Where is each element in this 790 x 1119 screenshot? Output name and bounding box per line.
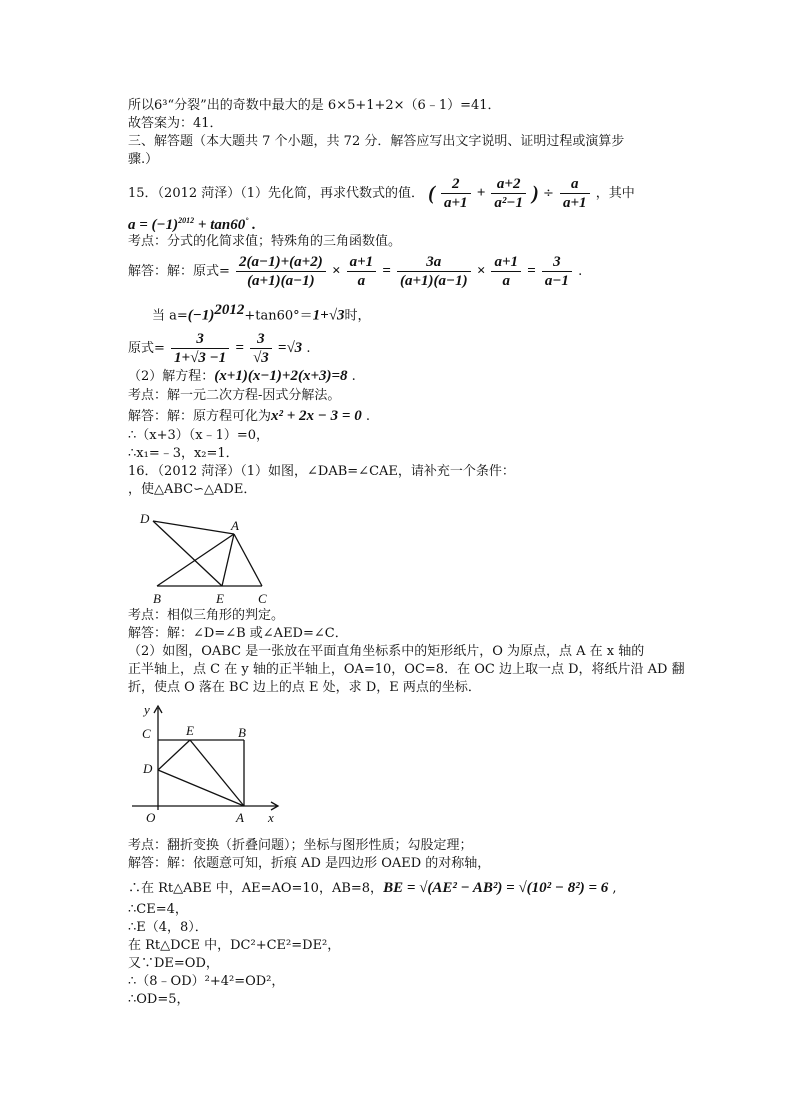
text-line-2: 故答案为：41． bbox=[128, 116, 223, 131]
step-1: ∴（x+3）（x﹣1）=0， bbox=[128, 428, 270, 443]
label-D: D bbox=[140, 511, 150, 526]
label-A: A bbox=[236, 810, 244, 825]
q16-2-line2: 正半轴上，点 C 在 y 轴的正半轴上，OA=10，OC=8．在 OC 边上取一点 D，将纸片沿 AD 翻 bbox=[128, 662, 685, 677]
jieda-2: 解答：解：原方程可化为x² + 2x − 3 = 0 . bbox=[128, 408, 370, 424]
q16-2-line3: 折，使点 O 落在 BC 边上的点 E 处，求 D，E 两点的坐标． bbox=[128, 680, 481, 695]
label-B: B bbox=[238, 725, 246, 740]
when-line: 当 $a=(-1)^{2012}+\tan 60^\circ=1+√3$时， bbox=[152, 302, 371, 324]
result-5: 又∵DE=OD， bbox=[128, 956, 219, 971]
result-3: ∴E（4，8）． bbox=[128, 920, 208, 935]
label-A: A bbox=[231, 518, 239, 533]
jieda-1: 解答：解：原式= $\frac{2(a-1)+(a+2)}{(a+1)(a-1)}$ × $\frac{a+1}{a}$ = $\frac{3a}{(a+1)(a-1)}$ × $\frac{a+1}{a}$ = $\frac{3}{a-1}$ . bbox=[128, 254, 583, 289]
step-2: ∴x₁=﹣3，x₂=1． bbox=[128, 446, 239, 461]
label-C: C bbox=[142, 726, 151, 741]
q15-where: ，其中 bbox=[595, 186, 635, 201]
paren-left: ( bbox=[428, 182, 435, 205]
section-heading-cont: 骤.） bbox=[128, 152, 159, 167]
kaodian-4: 考点：翻折变换（折叠问题）；坐标与图形性质；勾股定理； bbox=[128, 838, 473, 853]
question-16: 16．（2012 菏泽）（1）如图，∠DAB=∠CAE，请补充一个条件： bbox=[128, 464, 515, 479]
kaodian-1: 考点：分式的化简求值；特殊角的三角函数值。 bbox=[128, 234, 402, 249]
result-6: ∴（8﹣OD）²+4²=OD²， bbox=[128, 974, 285, 989]
label-C: C bbox=[258, 591, 267, 606]
label-x: x bbox=[268, 810, 274, 825]
question-15: 15．（2012 菏泽）（1）先化简，再求代数式的值． ( $\frac{2}{a+1}$ + $\frac{a+2}{\text{a²−1}}$ ) ÷ $\frac{a}{a+1}$ ，其中 bbox=[128, 176, 635, 211]
kaodian-3: 考点：相似三角形的判定。 bbox=[128, 608, 285, 623]
fraction: $\frac{a+2}{\text{a²−1}}$ bbox=[491, 176, 526, 211]
orig-line: 原式= $\frac{3}{1+√3 -1}$ = $\frac{3}{√3}$ =√3 . bbox=[128, 331, 311, 366]
label-E: E bbox=[186, 723, 194, 738]
jieda-4: 解答：解：依题意可知，折痕 AD 是四边形 OAED 的对称轴， bbox=[128, 856, 491, 871]
q15-a-value: $a = (-1)^{2012} + \tan 60^\circ$ . bbox=[128, 216, 256, 233]
fraction: $\frac{2}{a+1}$ bbox=[441, 176, 471, 211]
question-16-cont: ，使△ABC∽△ADE． bbox=[128, 482, 257, 497]
label-y: y bbox=[144, 702, 150, 717]
label-D: D bbox=[143, 761, 153, 776]
jieda-3: 解答：解：∠D=∠B 或∠AED=∠C． bbox=[128, 626, 348, 641]
result-2: ∴CE=4， bbox=[128, 902, 188, 917]
kaodian-2: 考点：解一元二次方程-因式分解法。 bbox=[128, 388, 341, 403]
label-E: E bbox=[216, 591, 224, 606]
result-4: 在 Rt△DCE 中，DC²+CE²=DE²， bbox=[128, 938, 341, 953]
figure-similar-triangles bbox=[130, 508, 280, 608]
fraction: $\frac{a}{a+1}$ bbox=[560, 176, 590, 211]
label-B: B bbox=[153, 591, 161, 606]
q15-part2: （2）解方程：(x+1)(x−1)+2(x+3)=8 . bbox=[128, 368, 356, 384]
text-line-1: 所以6³“分裂”出的奇数中最大的是 6×5+1+2×（6﹣1）=41． bbox=[128, 98, 501, 113]
q16-2-line1: （2）如图，OABC 是一张放在平面直角坐标系中的矩形纸片，O 为原点，点 A 在 x 轴的 bbox=[128, 644, 645, 659]
result-1: ∴在 Rt△ABE 中，AE=AO=10，AB=8，BE = √(AE² − AB²) = √(10² − 8²) = 6 , bbox=[128, 880, 617, 896]
q15-label: 15．（2012 菏泽）（1）先化简，再求代数式的值． bbox=[128, 186, 425, 201]
label-O: O bbox=[146, 810, 156, 825]
paren-right: ) bbox=[532, 182, 539, 205]
figure-coordinate-rectangle bbox=[128, 700, 288, 830]
section-heading: 三、解答题（本大题共 7 个小题，共 72 分．解答应写出文字说明、证明过程或演算步 bbox=[128, 134, 625, 149]
result-7: ∴OD=5， bbox=[128, 992, 190, 1007]
